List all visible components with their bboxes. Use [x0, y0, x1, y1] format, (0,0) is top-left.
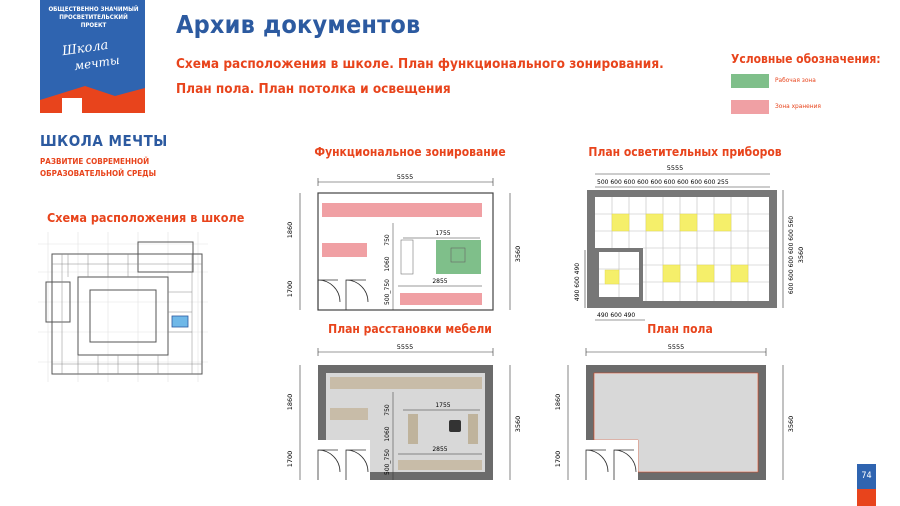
lighting-dim-width: 5555: [666, 164, 684, 172]
logo-project-line2: ПРОСВЕТИТЕЛЬСКИЙ ПРОЕКТ: [59, 14, 128, 29]
page-number: 74: [857, 464, 876, 489]
dim-width: 5555: [396, 173, 414, 181]
dim-v3: 500_750: [384, 279, 391, 305]
furn-dim-v2: 1060: [384, 426, 391, 442]
page-number-accent: [857, 489, 876, 506]
lighting-dim-top-row: 500 600 600 600 600 600 600 600 600 255: [597, 179, 729, 186]
lighting-plan: [565, 160, 820, 330]
legend-title: Условные обозначения:: [731, 52, 881, 66]
legend-swatch-work: [731, 74, 769, 88]
logo-script-line2: мечты: [73, 52, 121, 74]
furn-dim-width: 5555: [396, 343, 414, 351]
legend-swatch-storage: [731, 100, 769, 114]
floor-dim-h-top: 1860: [554, 393, 562, 411]
dim-v1: 750: [384, 234, 391, 246]
lighting-dim-right-col: 600 600 600 600 600 560: [788, 215, 795, 295]
logo-project-text: [46, 6, 141, 30]
furn-dim-height: 3560: [514, 415, 522, 433]
zoning-plan: [268, 168, 528, 318]
furn-dim-inner-w: 1755: [435, 402, 451, 409]
dim-h-top: 1860: [286, 221, 294, 239]
school-scheme-title: Схема расположения в школе: [47, 210, 245, 225]
page-subtitle: [176, 52, 696, 102]
logo-project-line1: ОБЩЕСТВЕННО ЗНАЧИМЫЙ: [48, 6, 139, 13]
school-floor-plan: [38, 232, 208, 382]
brand-subtitle: [40, 156, 160, 180]
furn-dim-inner-w2: 2855: [432, 446, 448, 453]
plan-title-lighting: План осветительных приборов: [588, 145, 782, 159]
subtitle-line1: Схема расположения в школе. План функционального зонирования.: [176, 56, 664, 72]
dim-h-bottom: 1700: [286, 280, 294, 298]
brand-sub-line1: РАЗВИТИЕ СОВРЕМЕННОЙ: [40, 157, 150, 166]
logo-building-icon: [40, 78, 145, 120]
page-title: Архив документов: [176, 10, 421, 39]
plan-title-floor: План пола: [647, 322, 713, 336]
dim-height: 3560: [514, 245, 522, 263]
floor-plan: [538, 340, 808, 490]
lighting-dim-height: 3560: [797, 246, 805, 264]
plan-title-furniture: План расстановки мебели: [328, 322, 492, 336]
subtitle-line2: План пола. План потолка и освещения: [176, 81, 451, 97]
brand-sub-line2: ОБРАЗОВАТЕЛЬНОЙ СРЕДЫ: [40, 169, 157, 178]
plan-title-zoning: Функциональное зонирование: [314, 145, 506, 159]
dim-inner-w: 1755: [435, 230, 451, 237]
lighting-dim-left-col: 490 600 490: [574, 262, 581, 302]
legend-label-storage: Зона хранения: [775, 102, 821, 110]
furniture-plan: [268, 340, 528, 490]
logo: [40, 0, 145, 120]
floor-dim-width: 5555: [667, 343, 685, 351]
logo-script-line1: Школа: [61, 37, 110, 60]
school-room-highlight: [172, 316, 188, 327]
dim-v2: 1060: [384, 256, 391, 272]
floor-dim-height: 3560: [787, 415, 795, 433]
floor-dim-h-bottom: 1700: [554, 450, 562, 468]
dim-inner-w2: 2855: [432, 278, 448, 285]
legend-label-work: Рабочая зона: [775, 76, 816, 84]
furn-dim-v1: 750: [384, 404, 391, 416]
furn-dim-v3: 500_750: [384, 449, 391, 475]
lighting-dim-bottom-row: 490 600 490: [597, 312, 636, 319]
furn-dim-h-top: 1860: [286, 393, 294, 411]
brand-name: ШКОЛА МЕЧТЫ: [40, 132, 168, 150]
furn-dim-h-bottom: 1700: [286, 450, 294, 468]
